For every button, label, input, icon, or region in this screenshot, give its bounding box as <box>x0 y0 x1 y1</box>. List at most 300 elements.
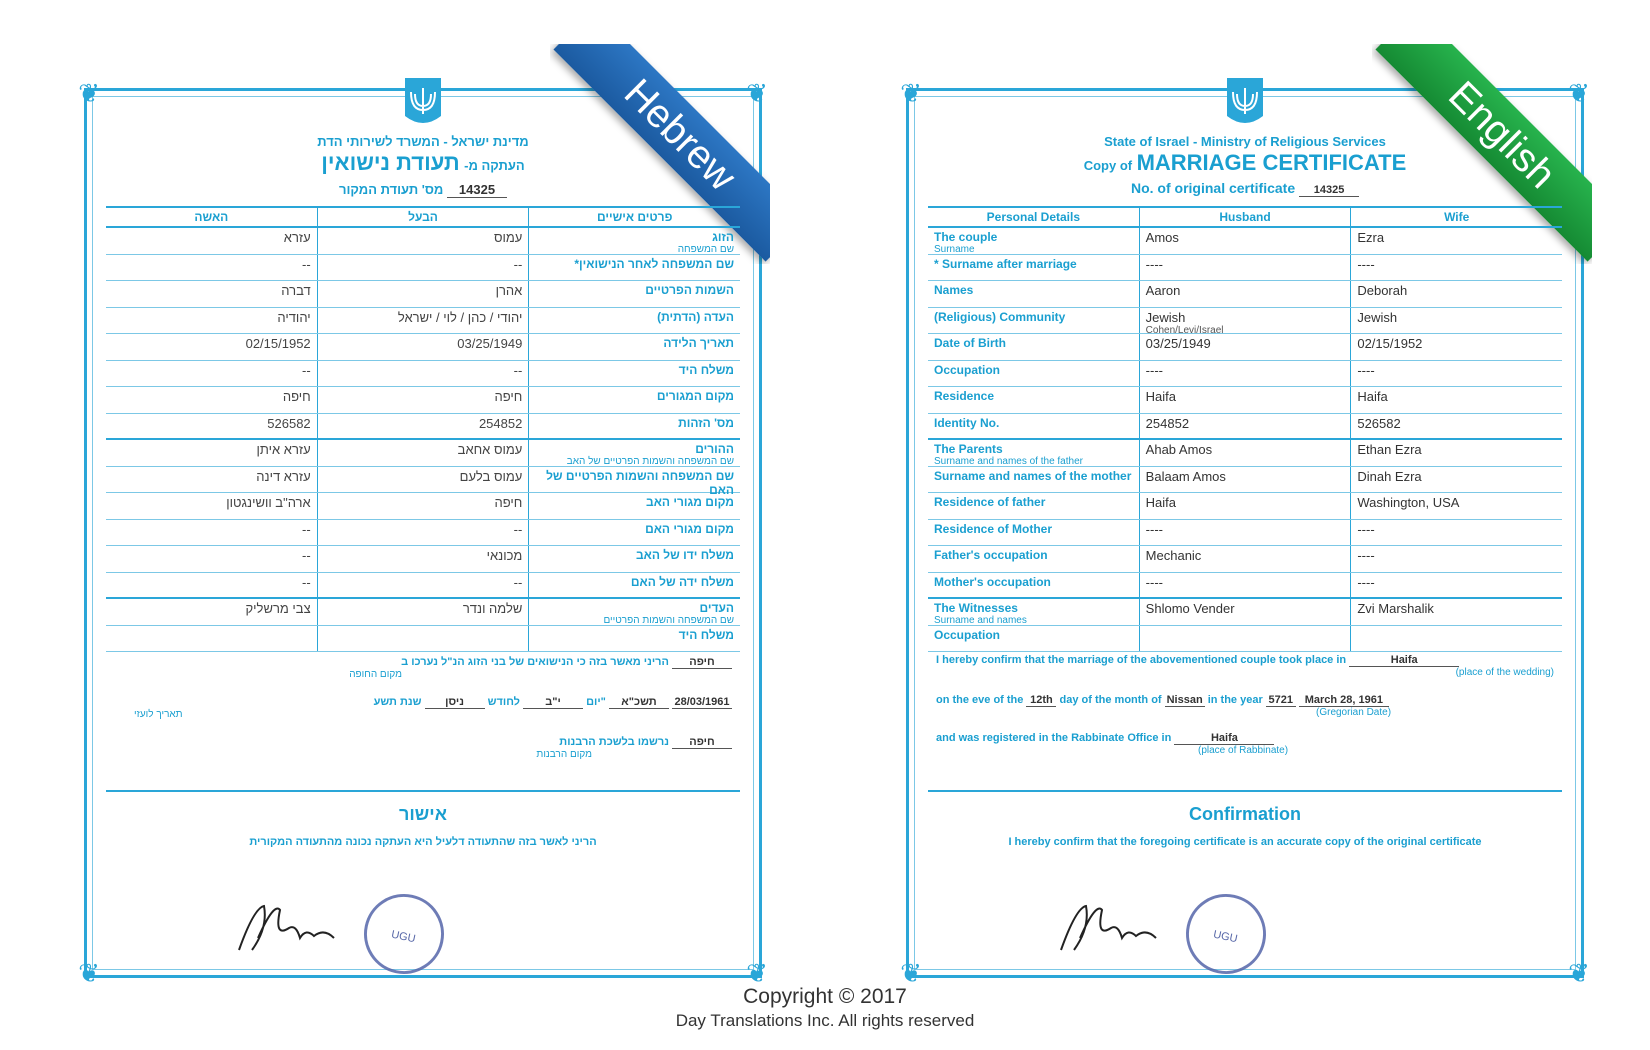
gregorian-date-label: תאריך לועזי <box>134 709 183 720</box>
ministry-line: מדינת ישראל - המשרד לשירותי הדת <box>317 134 529 149</box>
table-row <box>106 626 740 653</box>
day-label: יום <box>586 696 601 708</box>
husband-value <box>317 467 529 493</box>
wife-value <box>1350 467 1562 493</box>
husband-value-text: 03/25/1949 <box>457 336 523 351</box>
row-label <box>528 414 740 439</box>
row-label-text: מקום מגורי האם <box>645 521 735 536</box>
row-label <box>528 467 740 497</box>
husband-value <box>1139 546 1351 572</box>
husband-value-text: Amos <box>1145 230 1179 245</box>
husband-value-text: 254852 <box>478 415 523 431</box>
row-sub-label: שם המשפחה והשמות הפרטיים של האב <box>566 456 735 467</box>
wife-value <box>1350 387 1562 413</box>
copyright-line: Copyright © 2017 <box>743 985 907 1008</box>
original-number <box>906 180 1584 197</box>
table-row <box>928 599 1562 626</box>
husband-value <box>317 255 529 281</box>
wife-value <box>1350 361 1562 387</box>
column-header: Personal Details <box>986 210 1081 224</box>
table-row <box>106 599 740 626</box>
wife-value <box>106 308 317 334</box>
hebrew-certificate <box>78 70 768 988</box>
wife-value <box>1350 599 1562 625</box>
row-label <box>928 626 1139 652</box>
column-header: Wife <box>1350 208 1562 226</box>
signature-icon <box>234 898 354 958</box>
husband-value <box>317 308 529 334</box>
column-header: האשה <box>194 210 229 224</box>
rabbinate-line <box>936 732 1554 756</box>
husband-value-text: Haifa <box>1145 495 1177 510</box>
rights-line: Day Translations Inc. All rights reserved <box>675 1011 975 1030</box>
month-value: ניסן <box>425 696 485 709</box>
wife-value-text: Jewish <box>1357 309 1398 325</box>
year-value: 5721 <box>1266 694 1296 707</box>
husband-value-text: Ahab Amos <box>1145 442 1213 457</box>
table-row <box>928 440 1562 467</box>
table-row <box>106 440 740 467</box>
table-row <box>106 467 740 497</box>
row-label-text: Mother's occupation <box>934 574 1051 589</box>
husband-value-text: ---- <box>1145 574 1163 590</box>
wife-value <box>106 573 317 598</box>
wife-value-text: -- <box>302 574 311 590</box>
row-label <box>528 361 740 387</box>
wife-value-text: יהודיה <box>277 309 311 325</box>
confirm-text: הריני מאשר בזה כי הנישואים של בני הזוג הנ"ל נערכו ב <box>401 656 669 668</box>
month-label: לחודש <box>487 696 520 708</box>
orig-number-value: 14325 <box>1299 184 1359 197</box>
wife-value-text: ---- <box>1357 574 1375 590</box>
husband-value-text: Balaam Amos <box>1145 468 1226 484</box>
table-row <box>106 308 740 335</box>
wife-value-text: ---- <box>1357 521 1375 537</box>
row-label-text: The couple <box>934 230 998 244</box>
row-label-text: Occupation <box>934 362 1001 377</box>
wedding-confirm-line <box>936 654 1554 678</box>
wife-value-text: חיפה <box>282 389 311 404</box>
husband-value-text: שלמה ונדר <box>462 601 523 616</box>
wife-value <box>106 361 317 387</box>
table-row <box>928 281 1562 308</box>
row-label <box>928 308 1139 334</box>
rabbinate-place: חיפה <box>672 736 732 749</box>
row-sub-label: Surname <box>934 244 975 255</box>
husband-value-text: ---- <box>1145 256 1163 272</box>
row-label <box>528 334 740 360</box>
wife-value <box>1350 255 1562 281</box>
row-label <box>528 573 740 598</box>
husband-value-text: 03/25/1949 <box>1145 336 1211 351</box>
row-label <box>928 573 1139 598</box>
row-label <box>928 255 1139 281</box>
row-label <box>528 520 740 546</box>
row-label-text: משלח היד <box>678 362 735 377</box>
ribbon-label: English <box>1375 44 1592 262</box>
wife-value <box>1350 520 1562 546</box>
wedding-date-line <box>114 696 732 720</box>
rabbinate-place: Haifa <box>1174 732 1274 745</box>
husband-value <box>317 573 529 598</box>
row-label-text: * Surname after marriage <box>934 256 1077 271</box>
wedding-place-label: (place of the wedding) <box>1455 667 1554 678</box>
husband-value-text: ---- <box>1145 362 1163 378</box>
table-row <box>928 387 1562 414</box>
month-value: Nissan <box>1166 694 1203 706</box>
wife-value <box>1350 493 1562 519</box>
official-stamp: UGU <box>1179 887 1274 982</box>
year-value: תשכ"א <box>609 696 669 709</box>
husband-value-text: חיפה <box>494 495 523 510</box>
table-row <box>106 573 740 600</box>
husband-value <box>317 493 529 519</box>
wife-value <box>106 387 317 413</box>
wife-value <box>1350 228 1562 254</box>
wife-value <box>106 493 317 519</box>
english-certificate <box>900 73 1590 988</box>
rabbinate-line <box>114 736 732 760</box>
table-row <box>928 228 1562 255</box>
table-row <box>106 493 740 520</box>
row-label-text: Residence of Mother <box>934 521 1053 536</box>
certificate-title <box>906 150 1584 176</box>
husband-value <box>1139 440 1351 466</box>
row-label-text: *שם המשפחה לאחר הנישואין <box>574 256 735 271</box>
confirmation-text: I hereby confirm that the foregoing certificate is an accurate copy of the original certificate <box>1008 836 1482 848</box>
row-label-text: השמות הפרטיים <box>645 283 735 297</box>
wife-value-text: עזרא דינה <box>256 468 311 484</box>
wife-value <box>1350 626 1562 652</box>
row-sub-label: Surname and names <box>934 615 1027 626</box>
husband-value-text: Haifa <box>1145 389 1177 404</box>
row-label <box>928 361 1139 387</box>
wife-value-text: Ezra <box>1357 230 1385 245</box>
wife-value <box>1350 281 1562 307</box>
table-header-row <box>928 208 1562 228</box>
table-row <box>928 573 1562 600</box>
table-row <box>928 493 1562 520</box>
row-label <box>928 440 1139 466</box>
wife-value <box>106 626 317 652</box>
rabbinate-place-label: (place of Rabbinate) <box>1198 745 1289 756</box>
row-label <box>928 520 1139 546</box>
row-label <box>928 467 1139 493</box>
row-label <box>528 308 740 334</box>
row-label <box>928 387 1139 413</box>
state-emblem-icon <box>401 76 445 130</box>
day-value: 12th <box>1026 694 1056 707</box>
husband-value-text: חיפה <box>494 389 523 404</box>
row-label-text: (Religious) Community <box>934 309 1066 324</box>
details-table <box>928 206 1562 652</box>
gregorian-date-label: (Gregorian Date) <box>1316 707 1392 718</box>
corner-ornament-icon: ❦ <box>78 958 100 988</box>
husband-value <box>1139 599 1351 625</box>
husband-value <box>1139 493 1351 519</box>
husband-value <box>317 546 529 572</box>
husband-value <box>317 361 529 387</box>
husband-sub-value: Cohen/Levi/Israel <box>1145 324 1224 336</box>
column-header: הבעל <box>317 208 529 226</box>
wife-value <box>106 440 317 466</box>
corner-ornament-icon: ❦ <box>1568 958 1590 988</box>
husband-value-text: -- <box>513 256 523 272</box>
wedding-date-line <box>936 694 1554 718</box>
divider <box>928 790 1562 792</box>
table-row <box>928 334 1562 361</box>
husband-value <box>317 334 529 360</box>
husband-value-text: -- <box>513 574 523 590</box>
confirmation-title: Confirmation <box>1189 804 1301 824</box>
wife-value-text: Dinah Ezra <box>1357 468 1422 484</box>
wife-value <box>106 520 317 546</box>
husband-value-text: -- <box>513 521 523 537</box>
row-label <box>928 281 1139 307</box>
row-label <box>528 599 740 625</box>
husband-value-text: עמוס <box>493 230 523 245</box>
official-stamp: UGU <box>357 887 452 982</box>
table-row <box>928 361 1562 388</box>
corner-ornament-icon: ❦ <box>900 78 922 108</box>
husband-value-text: אהרן <box>495 283 523 298</box>
row-label <box>928 334 1139 360</box>
state-emblem-icon <box>1223 76 1267 130</box>
wife-value-text: צבי מרשליק <box>245 601 311 616</box>
table-row <box>106 281 740 308</box>
orig-number-label: No. of original certificate <box>1130 180 1296 196</box>
wife-value-text: ארה"ב וושינגטון <box>226 495 311 510</box>
table-row <box>928 308 1562 335</box>
day-value: י"ב <box>523 696 583 709</box>
husband-value <box>1139 414 1351 439</box>
table-row <box>928 546 1562 573</box>
confirm-text: I hereby confirm that the marriage of the abovementioned couple took place in <box>936 654 1347 666</box>
husband-value <box>317 228 529 254</box>
row-label-text: Residence <box>934 389 995 403</box>
orig-number-value: 14325 <box>447 182 507 198</box>
gregorian-date: 28/03/1961 <box>672 696 732 709</box>
husband-value <box>1139 281 1351 307</box>
table-row <box>106 334 740 361</box>
row-label <box>928 493 1139 519</box>
row-sub-label: שם המשפחה <box>677 244 735 255</box>
row-label-text: תאריך הלידה <box>663 336 735 350</box>
wife-value-text: ---- <box>1357 548 1375 563</box>
husband-value <box>317 440 529 466</box>
row-label-text: ההורים <box>695 442 735 456</box>
table-row <box>928 414 1562 441</box>
year-text: in the year <box>1207 694 1263 706</box>
row-label-text: הזוג <box>712 230 735 244</box>
wife-value-text: Ethan Ezra <box>1357 442 1422 457</box>
corner-ornament-icon: ❦ <box>1568 78 1590 108</box>
table-row <box>106 546 740 573</box>
wife-value-text: -- <box>302 362 311 378</box>
wife-value <box>106 599 317 625</box>
wife-value <box>1350 440 1562 466</box>
year-label: שנת תשע" <box>373 696 606 708</box>
row-label-text: משלח ידה של האם <box>630 574 735 589</box>
wife-value <box>106 281 317 307</box>
row-label-text: מס' הזהות <box>678 415 735 430</box>
wife-value <box>106 228 317 254</box>
husband-value <box>1139 467 1351 493</box>
wife-value-text: 02/15/1952 <box>1357 336 1423 351</box>
divider <box>106 790 740 792</box>
row-label-text: The Witnesses <box>934 601 1018 615</box>
husband-value <box>1139 387 1351 413</box>
wife-value <box>1350 573 1562 598</box>
table-header-row <box>106 208 740 228</box>
table-row <box>928 467 1562 494</box>
wedding-place: חיפה <box>672 656 732 669</box>
wife-value-text: Haifa <box>1357 389 1388 404</box>
certificate-title <box>84 150 762 176</box>
wedding-confirm-line <box>114 656 732 680</box>
husband-value <box>1139 308 1351 334</box>
title-text: MARRIAGE CERTIFICATE <box>1136 150 1407 175</box>
row-label-text: Identity No. <box>934 415 1000 430</box>
row-label-text: The Parents <box>934 442 1003 456</box>
husband-value <box>317 387 529 413</box>
row-label <box>528 281 740 307</box>
table-row <box>928 255 1562 282</box>
husband-value <box>1139 255 1351 281</box>
eve-text: on the eve of the <box>936 694 1024 706</box>
husband-value-text: יהודי / כהן / לוי / ישראל <box>397 309 523 325</box>
husband-value <box>317 626 529 652</box>
wife-value <box>1350 414 1562 439</box>
wife-value-text: ---- <box>1357 362 1375 378</box>
husband-value-text: Shlomo Vender <box>1145 601 1235 616</box>
row-label <box>528 546 740 572</box>
husband-value-text: ---- <box>1145 521 1163 537</box>
wife-value-text: -- <box>302 521 311 537</box>
row-label-text: Date of Birth <box>934 336 1006 350</box>
table-row <box>106 255 740 282</box>
husband-value <box>1139 334 1351 360</box>
husband-value-text: Jewish <box>1145 309 1186 325</box>
row-label <box>528 255 740 281</box>
column-header: פרטים אישיים <box>528 208 740 226</box>
signature-icon <box>1056 898 1176 958</box>
details-table <box>106 206 740 652</box>
husband-value <box>317 414 529 439</box>
table-row <box>928 626 1562 653</box>
table-row <box>106 520 740 547</box>
row-label-text: מקום המגורים <box>656 389 735 403</box>
row-label-text: מקום מגורי האב <box>646 495 735 509</box>
husband-value-text: עמוס בלעם <box>459 468 523 484</box>
original-number <box>84 182 762 198</box>
wife-value <box>1350 308 1562 334</box>
row-label <box>528 387 740 413</box>
husband-value <box>1139 573 1351 598</box>
wife-value-text: Zvi Marshalik <box>1357 601 1434 616</box>
husband-value-text: Mechanic <box>1145 548 1202 563</box>
row-label-text: Names <box>934 283 974 297</box>
wife-value-text: -- <box>302 548 311 563</box>
wife-value <box>106 334 317 360</box>
wedding-place-label: מקום החופה <box>349 669 402 680</box>
title-text: תעודת נישואין <box>321 150 460 175</box>
wife-value-text: דברה <box>281 283 311 298</box>
row-label-text: העדים <box>699 601 735 615</box>
row-label-text: Father's occupation <box>934 548 1048 562</box>
row-sub-label: שם המשפחה והשמות הפרטיים <box>603 615 735 626</box>
table-row <box>106 228 740 255</box>
confirmation-title: אישור <box>398 804 447 824</box>
row-label-text: משלח ידו של האב <box>636 548 735 562</box>
row-label <box>528 440 740 466</box>
husband-value <box>1139 228 1351 254</box>
table-row <box>106 361 740 388</box>
wife-value-text: עזרא <box>283 230 311 245</box>
husband-value <box>1139 520 1351 546</box>
corner-ornament-icon: ❦ <box>900 958 922 988</box>
wife-value <box>106 255 317 281</box>
copy-of-label: Copy of <box>1083 158 1133 173</box>
wife-value-text: ---- <box>1357 256 1375 272</box>
row-sub-label: Surname and names of the father <box>934 456 1083 467</box>
ministry-line: State of Israel - Ministry of Religious Services <box>1104 134 1386 149</box>
row-label-text: משלח היד <box>678 627 735 642</box>
row-label <box>928 414 1139 439</box>
gregorian-date: March 28, 1961 <box>1299 694 1389 707</box>
husband-value-text: עמוס אחאב <box>457 442 523 457</box>
husband-value <box>317 520 529 546</box>
rabbinate-text: and was registered in the Rabbinate Office in <box>936 732 1172 744</box>
table-row <box>106 414 740 441</box>
confirmation-text: הריני לאשר בזה שהתעודה דלעיל היא העתקה נכונה מהתעודה המקורית <box>249 836 597 848</box>
row-label <box>928 546 1139 572</box>
copyright-footer <box>0 985 1650 1031</box>
wife-value <box>106 546 317 572</box>
wife-value-text: עזרא איתן <box>256 442 311 457</box>
wife-value <box>106 467 317 493</box>
copy-of-label: העתקה מ- <box>464 158 525 173</box>
row-label <box>528 626 740 652</box>
wife-value <box>106 414 317 439</box>
wife-value-text: 02/15/1952 <box>245 336 311 351</box>
row-label <box>528 493 740 519</box>
husband-value-text: מכונאי <box>486 548 523 563</box>
row-label <box>528 228 740 254</box>
corner-ornament-icon: ❦ <box>78 78 100 108</box>
wife-value-text: Deborah <box>1357 283 1408 298</box>
corner-ornament-icon: ❦ <box>746 78 768 108</box>
column-header: Husband <box>1139 208 1351 226</box>
row-label <box>928 599 1139 625</box>
row-label-text: העדה (הדתית) <box>657 309 735 324</box>
row-label-text: Residence of father <box>934 495 1046 509</box>
ribbon-label: Hebrew <box>553 44 770 262</box>
row-label <box>928 228 1139 254</box>
table-row <box>106 387 740 414</box>
table-row <box>928 520 1562 547</box>
husband-value-text: -- <box>513 362 523 378</box>
husband-value <box>1139 361 1351 387</box>
husband-value <box>1139 626 1351 652</box>
wife-value-text: 526582 <box>267 415 311 431</box>
row-label-text: Surname and names of the mother <box>934 468 1132 483</box>
husband-value-text: 254852 <box>1145 415 1190 431</box>
rabbinate-place-label: מקום הרבנות <box>536 749 592 760</box>
orig-number-label: מס' תעודת המקור <box>338 182 444 197</box>
husband-value-text: Aaron <box>1145 283 1181 298</box>
month-text: day of the month of <box>1059 694 1162 706</box>
